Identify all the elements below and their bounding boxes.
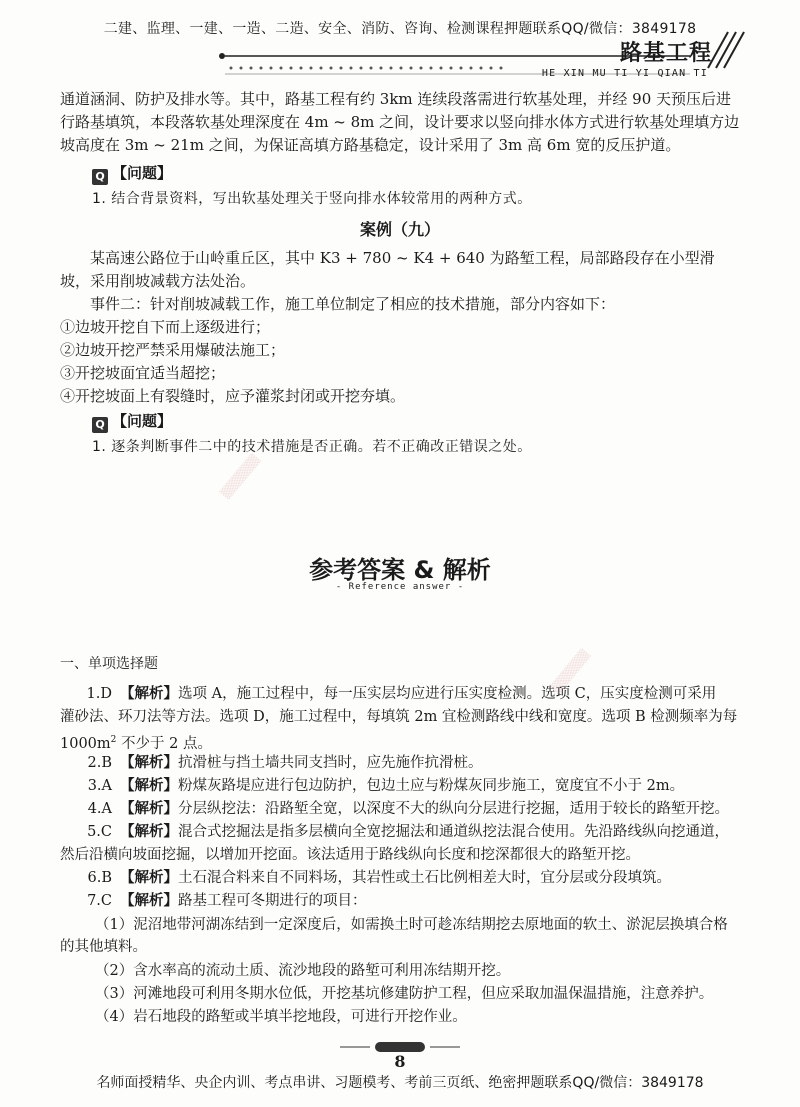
case9-item-4: ④开挖坡面上有裂缝时，应予灌浆封闭或开挖夯填。	[60, 387, 406, 405]
answer-7-item-1: （1）泥沼地带河湖冻结到一定深度后，如需换土时可趁冻结期挖去原地面的软土、淤泥层换填合格	[95, 917, 728, 933]
answer-7-item-4: （4）岩石地段的路堑或半填半挖地段，可进行开挖作业。	[95, 1009, 467, 1025]
answer-6: 6.B 【解析】土石混合料来自不同料场，其岩性或土石比例相差大时，宜分层或分段填筑。	[87, 870, 671, 886]
answer-1-cont2: $1000m^2$ 不少于 2 点。	[60, 735, 212, 752]
case9-item-1: ①边坡开挖自下而上逐级进行；	[60, 318, 271, 336]
top-ad-line: 二建、监理、一建、一造、二造、安全、消防、咨询、检测课程押题联系QQ/微信：3849178	[103, 21, 697, 37]
answer-5: 5.C 【解析】混合式挖掘法是指多层横向全宽挖掘法和通道纵挖法混合使用。先沿路线纵向挖通道，	[87, 824, 729, 840]
case8-paragraph: 通道涵洞、防护及排水等。其中，路基工程有约 3km 连续段落需进行软基处理，并经 90 天预压后进行路基填筑，本段落软基处理深度在 4m ~ 8m 之间，设计要求以竖向排水体方式进行软基处理填方边坡高度在 3m ~ 21m 之间，为保证高填方路基稳定，设计采用了 3m 高 6m 宽的反压护道。	[60, 90, 740, 154]
watermark: ▒▒▒▒▒▒	[549, 647, 592, 696]
case9-item-3: ③开挖坡面宜适当超挖；	[60, 364, 226, 382]
case8-question-1: 1. 结合背景资料，写出软基处理关于竖向排水体较常用的两种方式。	[92, 191, 532, 207]
page-number: 8	[394, 1052, 406, 1071]
bottom-ad-line: 名师面授精华、央企内训、考点串讲、习题模考、考前三页纸、绝密押题联系QQ/微信：3849178	[96, 1075, 704, 1091]
case9-paragraph: 某高速公路位于山岭重丘区，其中 K3 + 780 ~ K4 + 640 为路堑工程，局部路段存在小型滑坡，采用削坡减载方法处治。	[60, 249, 715, 290]
answer-3: 3.A 【解析】粉煤灰路堤应进行包边防护，包边土应与粉煤灰同步施工，宽度宜不小于 2m。	[87, 778, 685, 794]
answer-1: 1.D 【解析】选项 A，施工过程中，每一压实层均应进行压实度检测。选项 C，压实度检测可采用	[86, 686, 717, 702]
answer-2: 2.B 【解析】抗滑桩与挡土墙共同支挡时，应先施作抗滑桩。	[87, 755, 483, 771]
case8-question-label: Q 【问题】	[92, 162, 172, 185]
answer-7-item-3: （3）河滩地段可利用冬期水位低，开挖基坑修建防护工程，但应采取加温保温措施，注意养护。	[95, 986, 714, 1002]
answer-7: 7.C 【解析】路基工程可冬期进行的项目：	[87, 893, 367, 909]
answers-subtitle: - Reference answer -	[335, 582, 465, 592]
question-icon: Q	[92, 417, 108, 433]
case9-item-2: ②边坡开挖严禁采用爆破法施工；	[60, 341, 286, 359]
answers-title: 参考答案 & 解析	[309, 556, 491, 584]
case9-title: 案例（九）	[359, 220, 440, 239]
question-icon: Q	[92, 169, 108, 185]
answer-1-cont: 灌砂法、环刀法等方法。选项 D，施工过程中，每填筑 2m 宜检测路线中线和宽度。选项 B 检测频率为每	[60, 709, 738, 725]
watermark: ▒▒▒▒▒▒	[219, 452, 262, 501]
single-choice-heading: 一、单项选择题	[60, 656, 158, 672]
case9-question-label: Q 【问题】	[92, 410, 172, 433]
case9-event: 事件二：针对削坡减载工作，施工单位制定了相应的技术措施，部分内容如下：	[90, 295, 616, 313]
answer-4: 4.A 【解析】分层纵挖法：沿路堑全宽，以深度不大的纵向分层进行挖掘，适用于较长的路堑开挖。	[87, 801, 729, 817]
answer-7-item-1-cont: 的其他填料。	[60, 939, 147, 955]
section-subtitle: HE XIN MU TI YI QIAN TI	[541, 68, 708, 79]
section-title: 路基工程	[619, 41, 712, 66]
case9-question-1: 1. 逐条判断事件二中的技术措施是否正确。若不正确改正错误之处。	[92, 439, 532, 455]
answer-5-cont: 然后沿横向坡面挖掘，以增加开挖面。该法适用于路线纵向长度和挖深都很大的路堑开挖。	[60, 847, 640, 863]
answer-7-item-2: （2）含水率高的流动土质、流沙地段的路堑可利用冻结期开挖。	[95, 963, 511, 979]
header-dots	[228, 65, 518, 71]
